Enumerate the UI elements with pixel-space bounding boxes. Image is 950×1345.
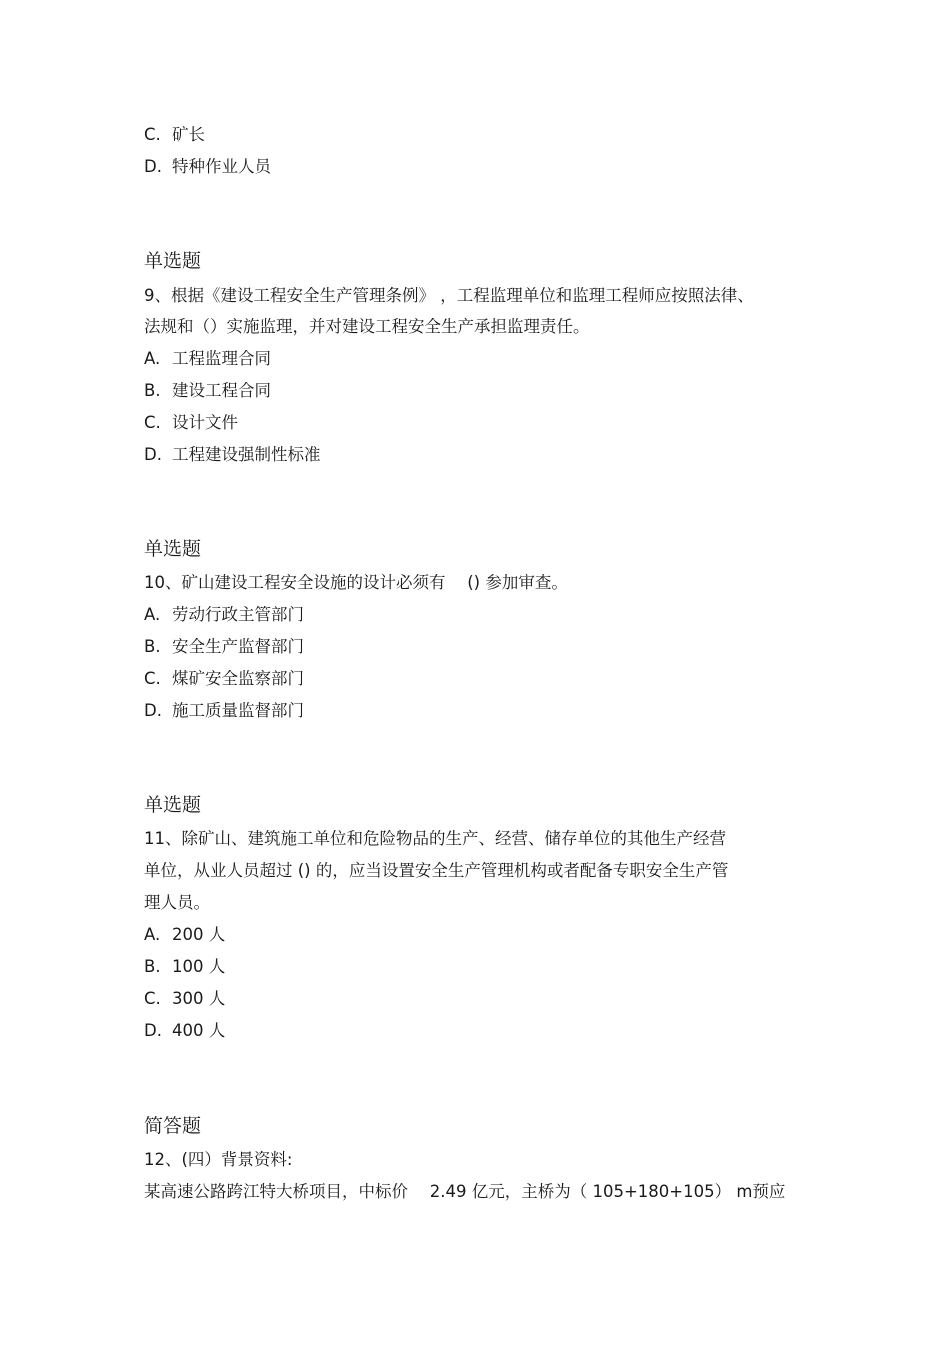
option-text: 施工质量监督部门 (172, 701, 304, 720)
option-text: 400 人 (172, 1021, 226, 1040)
option-d[interactable] (144, 444, 321, 466)
option-letter: D. (144, 1021, 162, 1040)
question-stem: 12、(四）背景资料: (144, 1150, 293, 1169)
question-type-heading: 简答题 (144, 1115, 202, 1137)
question-stem: 法规和（）实施监理，并对建设工程安全生产承担监理责任。 (144, 317, 590, 336)
option-letter: C. (144, 125, 161, 144)
option-text: 劳动行政主管部门 (172, 605, 304, 624)
option-a[interactable] (144, 924, 225, 946)
option-letter: C. (144, 669, 161, 688)
option-letter: B. (144, 381, 161, 400)
option-letter: C. (144, 413, 161, 432)
option-text: 煤矿安全监察部门 (172, 669, 304, 688)
option-text: 工程监理合同 (172, 349, 271, 368)
option-letter: A. (144, 349, 161, 368)
option-text: 200 人 (172, 925, 226, 944)
option-letter: D. (144, 157, 162, 176)
option-text: 工程建设强制性标准 (172, 445, 321, 464)
option-letter: B. (144, 637, 161, 656)
option-letter: A. (144, 925, 161, 944)
question-type-heading: 单选题 (144, 538, 202, 560)
option-text: 矿长 (172, 125, 205, 144)
option-a[interactable] (144, 604, 304, 626)
option-d[interactable] (144, 700, 304, 722)
option-text: 安全生产监督部门 (172, 637, 304, 656)
question-stem: 理人员。 (144, 893, 210, 912)
option-letter: A. (144, 605, 161, 624)
option-c[interactable] (144, 668, 304, 690)
question-type-heading: 单选题 (144, 250, 202, 272)
question-stem: 11、除矿山、建筑施工单位和危险物品的生产、经营、储存单位的其他生产经营 (144, 829, 726, 848)
option-d[interactable] (144, 1020, 225, 1042)
question-type-heading: 单选题 (144, 794, 202, 816)
option-text: 100 人 (172, 957, 226, 976)
option-c[interactable] (144, 124, 205, 146)
option-text: 300 人 (172, 989, 226, 1008)
option-text: 建设工程合同 (172, 381, 271, 400)
option-text: 设计文件 (172, 413, 238, 432)
option-d[interactable] (144, 156, 271, 178)
question-stem: 10、矿山建设工程安全设施的设计必须有 () 参加审查。 (144, 573, 568, 592)
question-stem: 9、根据《建设工程安全生产管理条例》 ，工程监理单位和监理工程师应按照法律、 (144, 286, 754, 305)
option-b[interactable] (144, 636, 304, 658)
option-letter: B. (144, 957, 161, 976)
option-letter: C. (144, 989, 161, 1008)
option-b[interactable] (144, 380, 271, 402)
option-letter: D. (144, 445, 162, 464)
option-a[interactable] (144, 348, 271, 370)
option-c[interactable] (144, 988, 225, 1010)
option-b[interactable] (144, 956, 225, 978)
option-text: 特种作业人员 (172, 157, 271, 176)
option-letter: D. (144, 701, 162, 720)
option-c[interactable] (144, 412, 238, 434)
question-stem: 单位，从业人员超过 () 的，应当设置安全生产管理机构或者配备专职安全生产管 (144, 861, 729, 880)
question-stem: 某高速公路跨江特大桥项目，中标价 2.49 亿元，主桥为（ 105+180+105） m预应 (144, 1182, 786, 1201)
